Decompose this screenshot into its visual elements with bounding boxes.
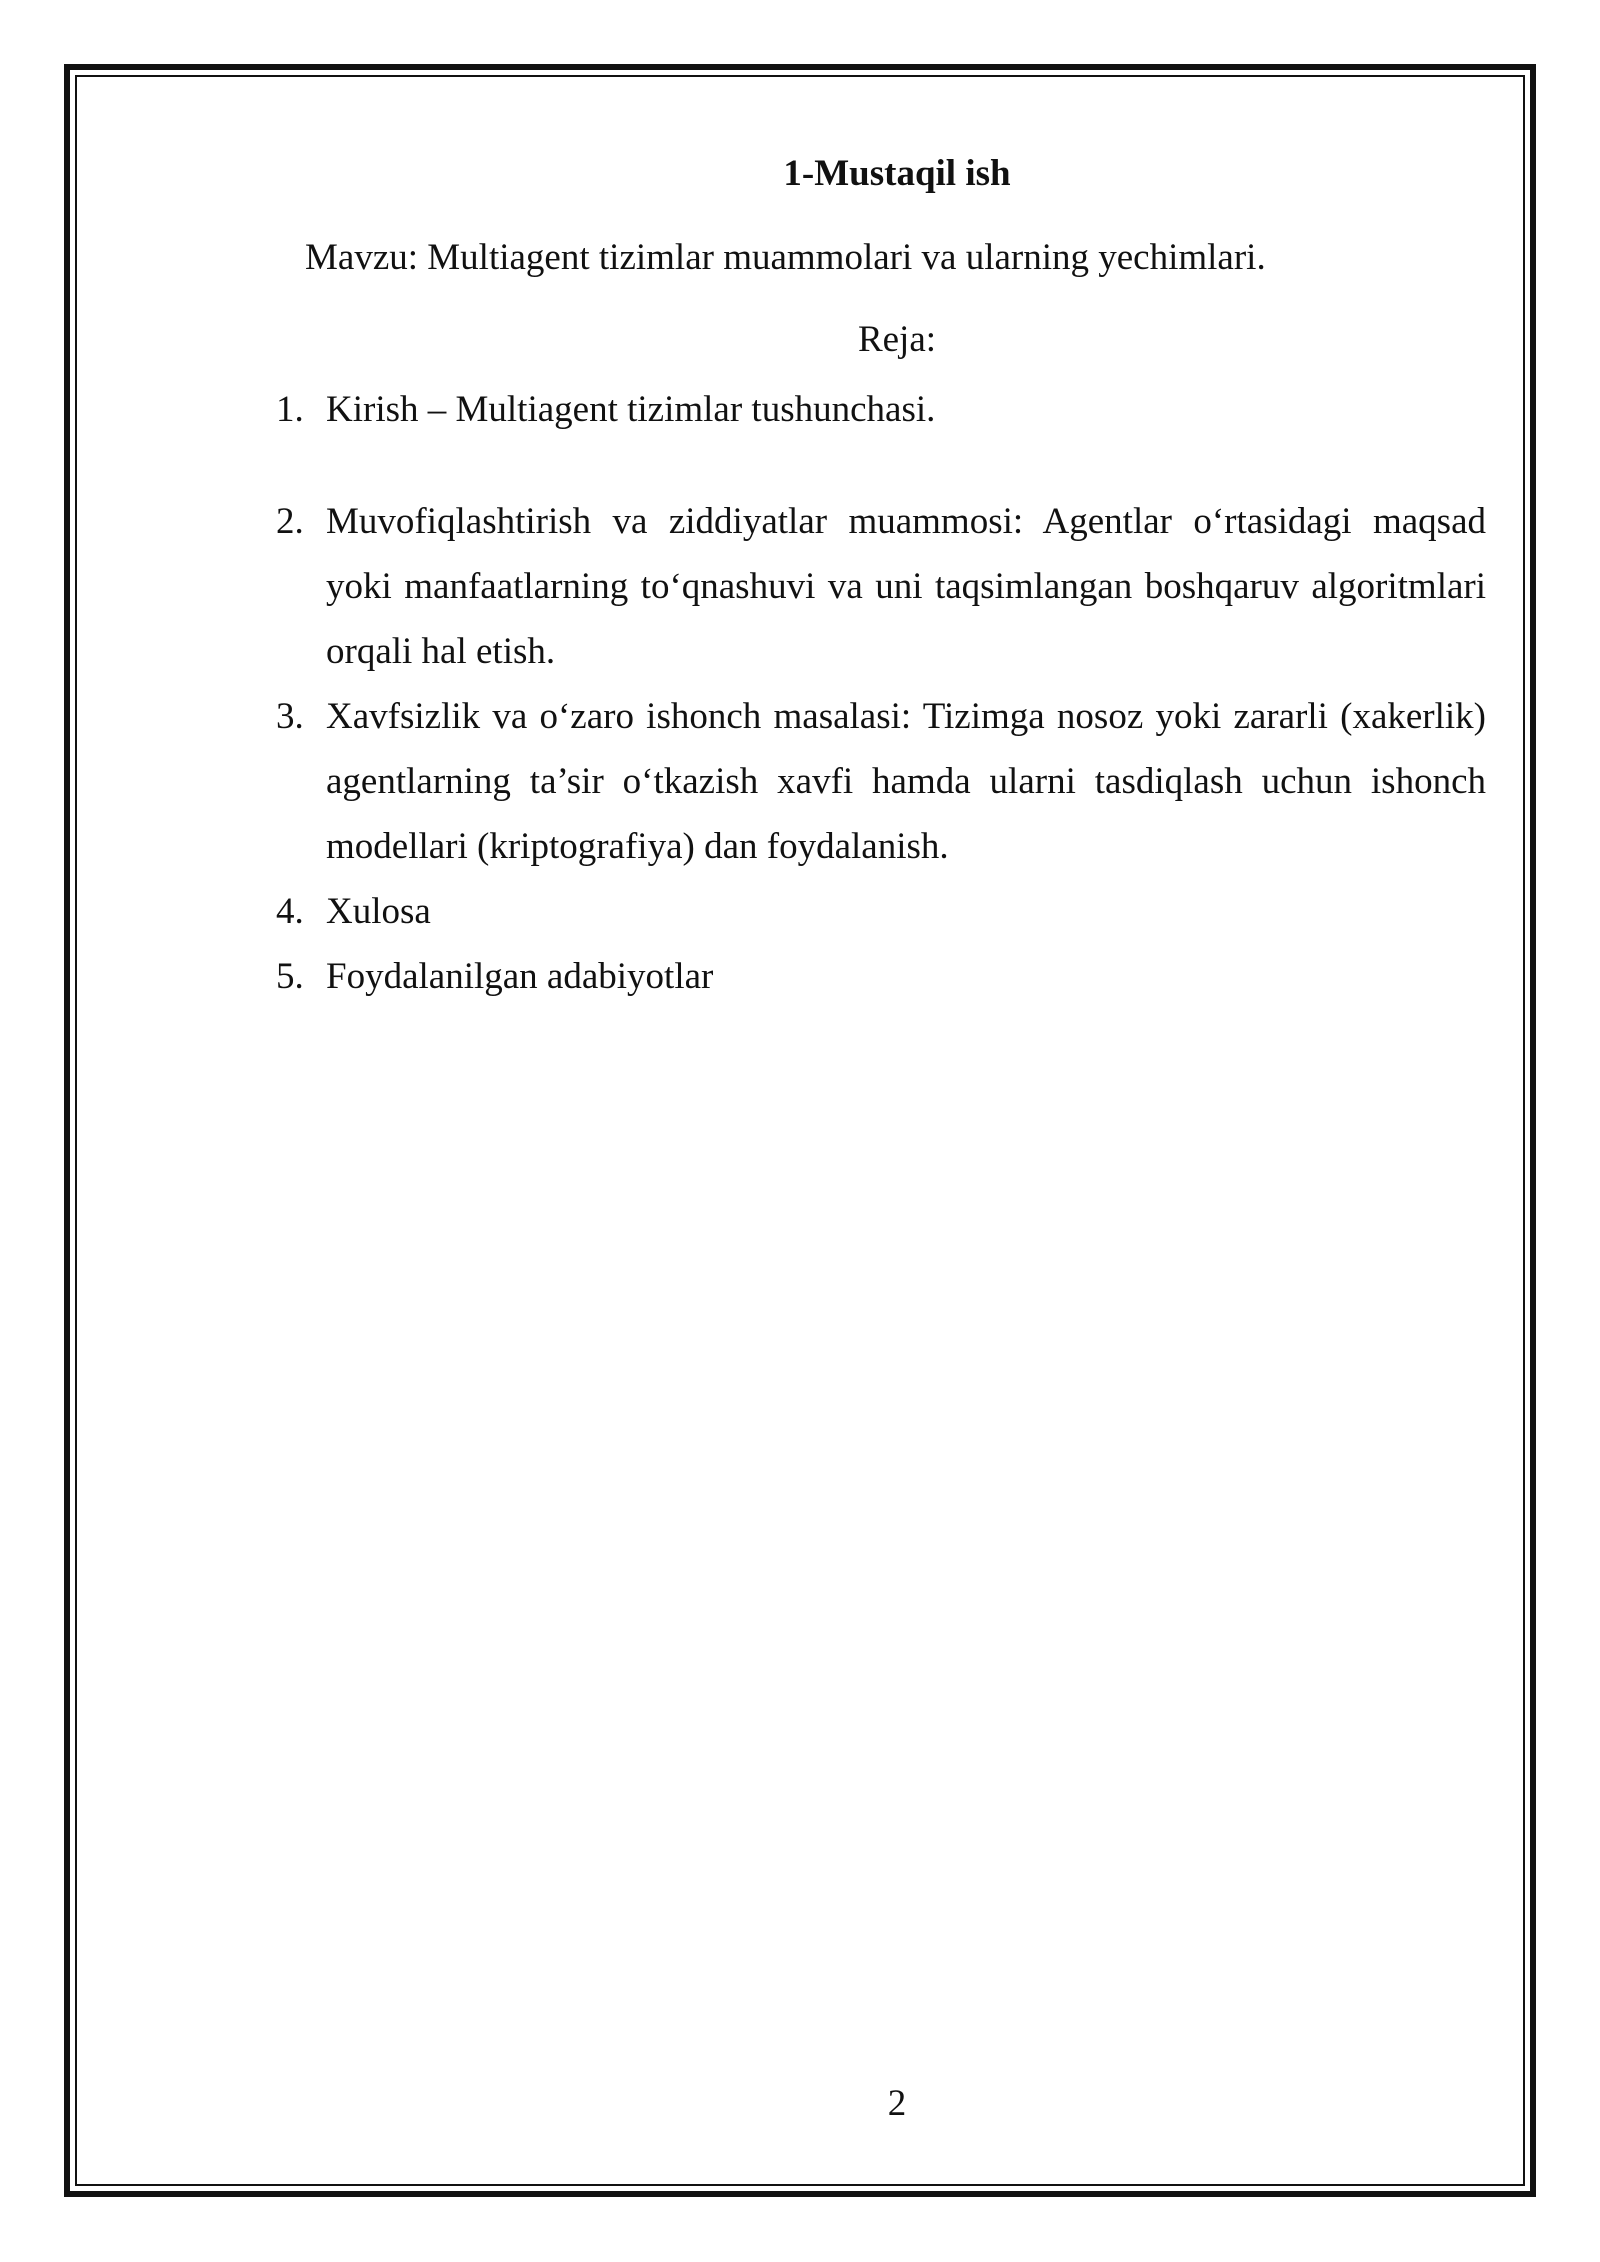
plan-heading: Reja: [857, 319, 937, 360]
plan-item-4 [276, 879, 1486, 944]
plan-item-2 [276, 489, 1486, 684]
plan-item-text: Xulosa [326, 891, 431, 932]
plan-item-number: 1. [276, 389, 304, 430]
plan-item-5 [276, 944, 1486, 1009]
plan-item-number: 5. [276, 956, 304, 997]
plan-item-1 [276, 388, 1486, 432]
plan-item-number: 2. [276, 501, 304, 542]
plan-item-text: Xavfsizlik va o‘zaro ishonch masalasi: Tizimga nosoz yoki zararli (xakerlik) agentlarning ta’sir o‘tkazish xavfi hamda ularni tasdiqlash uchun ishonch modellari (kriptografiya) dan foydalanish. [326, 696, 1486, 867]
topic-line: Mavzu: Multiagent tizimlar muammolari va ularning yechimlari. [305, 237, 1266, 278]
plan-item-3 [276, 684, 1486, 879]
document-title: 1-Mustaqil ish [783, 153, 1011, 194]
plan-item-text: Muvofiqlashtirish va ziddiyatlar muammosi: Agentlar o‘rtasidagi maqsad yoki manfaatlarning to‘qnashuvi va uni taqsimlangan boshqaruv algoritmlari orqali hal etish. [326, 501, 1486, 672]
plan-item-text: Kirish – Multiagent tizimlar tushunchasi. [326, 389, 936, 430]
plan-item-number: 3. [276, 696, 304, 737]
plan-item-text: Foydalanilgan adabiyotlar [326, 956, 714, 997]
page-number: 2 [887, 2083, 907, 2124]
plan-item-number: 4. [276, 891, 304, 932]
